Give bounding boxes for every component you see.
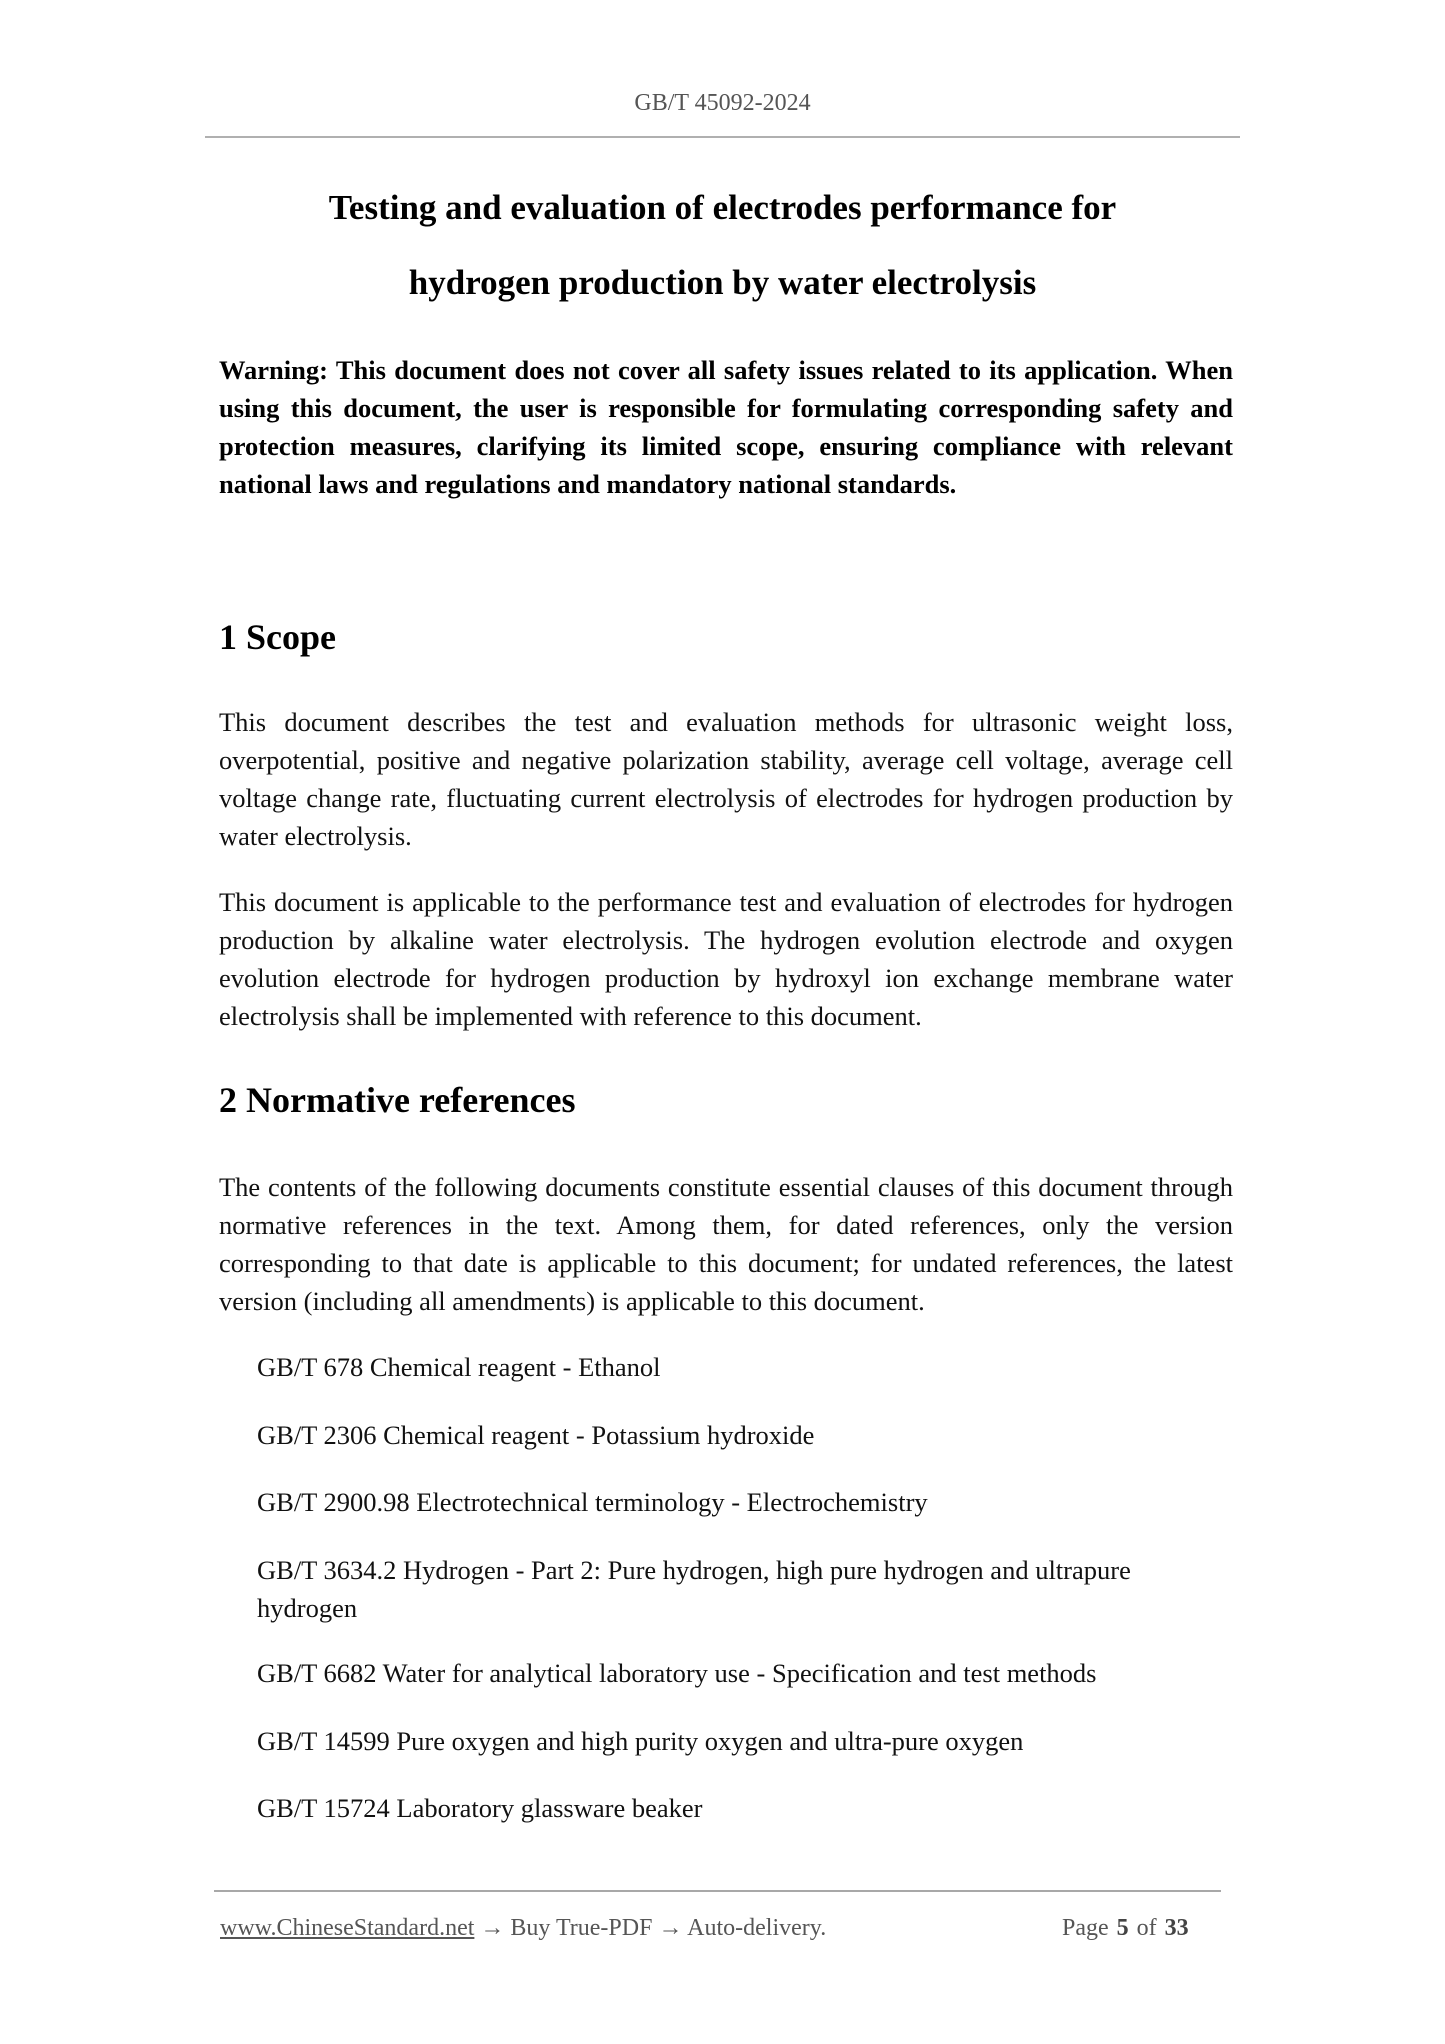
reference-item: GB/T 2306 Chemical reagent - Potassium hydroxide: [257, 1420, 815, 1450]
reference-item: GB/T 14599 Pure oxygen and high purity oxygen and ultra-pure oxygen: [257, 1726, 1024, 1756]
title-line-2: hydrogen production by water electrolysis: [408, 263, 1037, 302]
safety-warning: Warning: This document does not cover all safety issues related to its application. When using this document, the user is responsible for formulating corresponding safety and protection measures, clarifying its limited scope, ensuring compliance with relevant national laws and regulations and mandatory national standards.: [219, 355, 1233, 499]
footer-promo: [220, 1912, 826, 1944]
page-indicator: [1062, 1912, 1189, 1944]
arrow-right-icon: →: [658, 1915, 683, 1941]
auto-delivery-text: Auto-delivery.: [687, 1915, 827, 1941]
reference-item: GB/T 2900.98 Electrotechnical terminology - Electrochemistry: [257, 1487, 928, 1517]
total-page-count: 33: [1164, 1915, 1189, 1941]
running-header-standard-code: GB/T 45092-2024: [634, 90, 811, 116]
reference-item: GB/T 6682 Water for analytical laboratory use - Specification and test methods: [257, 1658, 1097, 1688]
of-label: of: [1136, 1915, 1157, 1941]
current-page-number: 5: [1116, 1915, 1129, 1941]
reference-item: GB/T 3634.2 Hydrogen - Part 2: Pure hydrogen, high pure hydrogen and ultrapure hydrogen: [257, 1555, 1131, 1623]
normative-references-paragraph: The contents of the following documents constitute essential clauses of this document through normative references in the text. Among them, for dated references, only the version corresponding to that date is applicable to this document; for undated references, the latest version (including all amendments) is applicable to this document.: [219, 1172, 1233, 1316]
title-line-1: Testing and evaluation of electrodes performance for: [328, 188, 1117, 227]
arrow-right-icon: →: [480, 1915, 505, 1941]
page-label: Page: [1062, 1915, 1109, 1941]
document-title: [200, 170, 1245, 320]
chinesestandard-link[interactable]: www.ChineseStandard.net: [220, 1915, 475, 1941]
footer-divider: [214, 1890, 1221, 1892]
section-heading-scope: 1 Scope: [219, 617, 336, 657]
section-heading-normative-references: 2 Normative references: [219, 1080, 576, 1120]
scope-paragraph-1: This document describes the test and evaluation methods for ultrasonic weight loss, overpotential, positive and negative polarization stability, average cell voltage, average cell voltage change rate, fluctuating current electrolysis of electrodes for hydrogen production by water electrolysis.: [219, 707, 1233, 851]
buy-true-pdf-text: Buy True-PDF: [510, 1915, 653, 1941]
header-divider: [205, 136, 1240, 138]
reference-item: GB/T 15724 Laboratory glassware beaker: [257, 1793, 703, 1823]
scope-paragraph-2: This document is applicable to the performance test and evaluation of electrodes for hydrogen production by alkaline water electrolysis. The hydrogen evolution electrode and oxygen evolution electrode for hydrogen production by hydroxyl ion exchange membrane water electrolysis shall be implemented with reference to this document.: [219, 887, 1233, 1031]
reference-item: GB/T 678 Chemical reagent - Ethanol: [257, 1352, 661, 1382]
